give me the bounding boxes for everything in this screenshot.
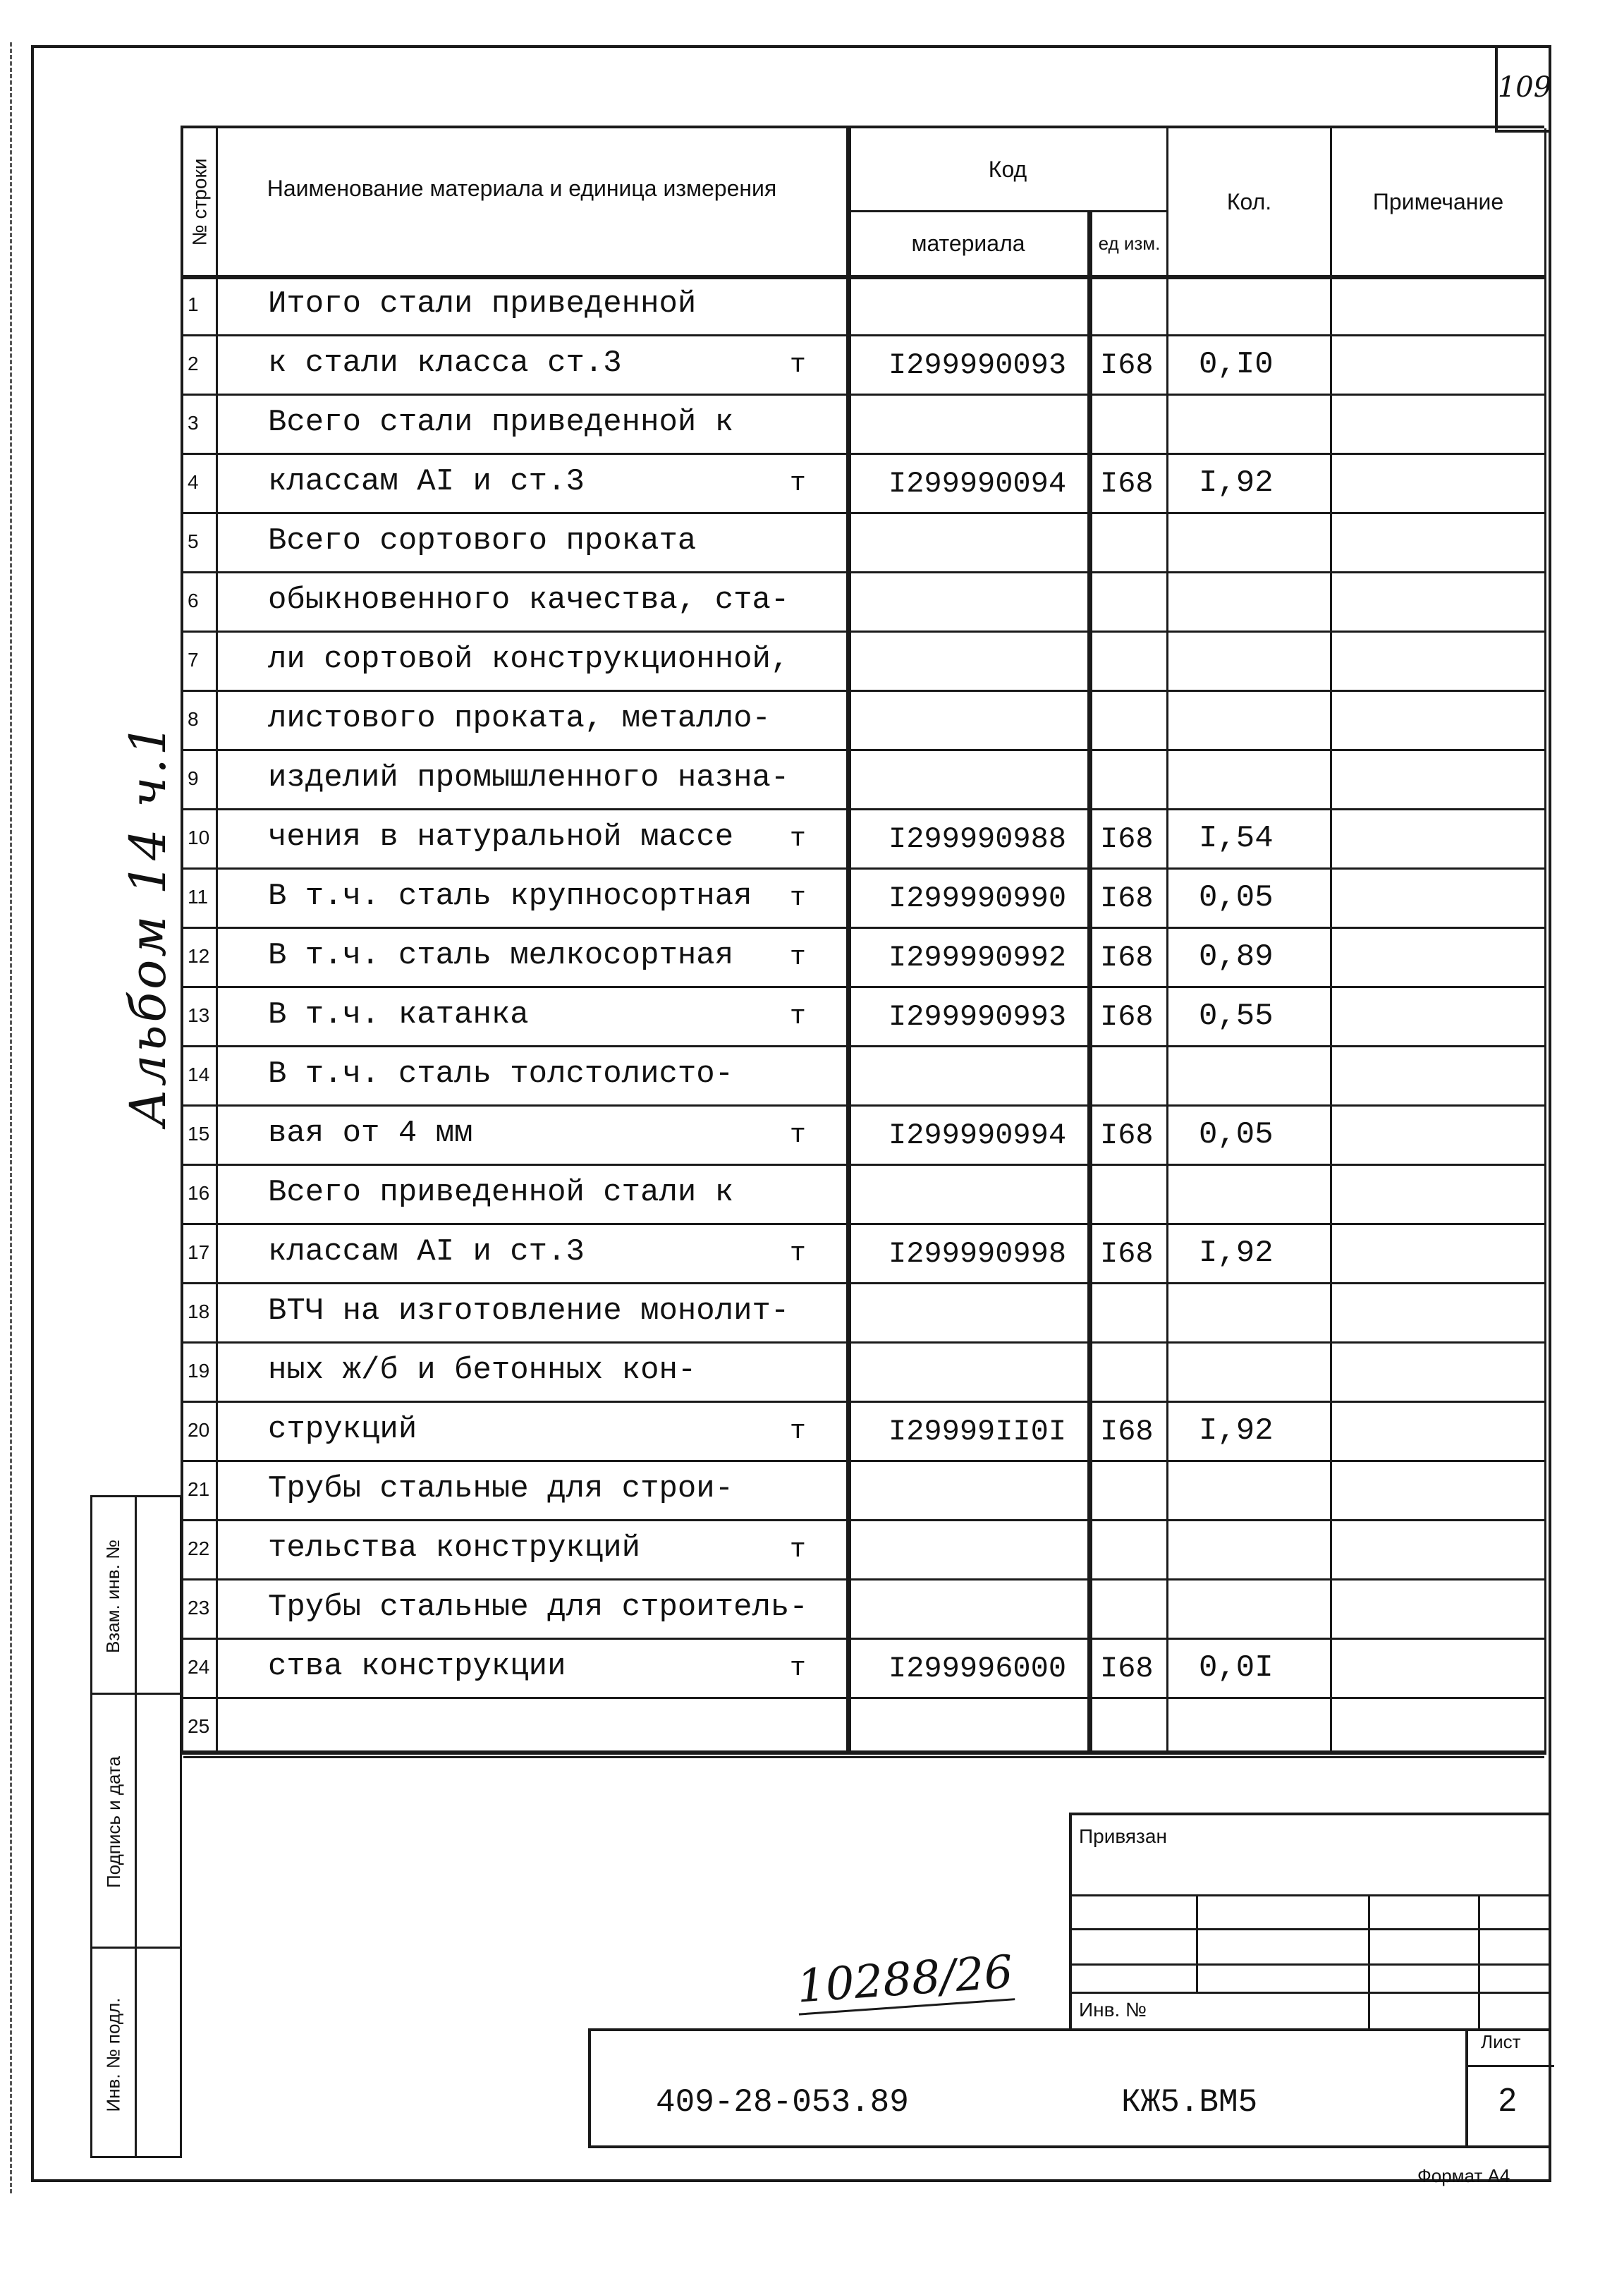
row-number: 6 xyxy=(188,590,199,611)
header-material-code: материала xyxy=(911,231,1025,256)
row-divider xyxy=(183,1638,1544,1640)
row-number: 7 xyxy=(188,649,199,671)
row-number: 24 xyxy=(188,1656,210,1678)
row-divider xyxy=(183,1164,1544,1166)
row-divider xyxy=(183,1460,1544,1462)
row-divider xyxy=(183,512,1544,514)
row-divider xyxy=(183,1578,1544,1581)
col-divider xyxy=(1330,128,1332,1755)
row-number: 5 xyxy=(188,530,199,552)
row-qty: I,92 xyxy=(1199,1236,1274,1271)
row-number: 9 xyxy=(188,767,199,789)
materials-table xyxy=(181,126,1544,1755)
row-name: классам АI и ст.3 xyxy=(268,464,585,499)
row-divider xyxy=(183,394,1544,396)
row-divider xyxy=(183,1756,1544,1758)
handwritten-number: 10288/26 xyxy=(795,1946,1015,2015)
stamp-vzam-inv: Взам. инв. № xyxy=(92,1497,180,1695)
row-number: 25 xyxy=(188,1715,210,1737)
header-unit-code: ед изм. xyxy=(1098,232,1161,254)
row-name: тельства конструкций xyxy=(268,1530,641,1566)
row-divider xyxy=(183,808,1544,810)
col-divider xyxy=(1166,128,1168,1755)
header-code: Код xyxy=(988,157,1027,182)
row-number: 10 xyxy=(188,827,210,848)
row-number: 19 xyxy=(188,1360,210,1382)
row-divider xyxy=(183,334,1544,336)
stamp-column xyxy=(90,1495,182,2158)
row-number: 13 xyxy=(188,1004,210,1026)
row-number: 14 xyxy=(188,1064,210,1085)
row-unit: т xyxy=(790,824,806,854)
page-number: 109 xyxy=(1495,45,1551,133)
row-number: 21 xyxy=(188,1478,210,1500)
col-divider xyxy=(846,128,851,1755)
row-name: В т.ч. сталь толстолисто- xyxy=(268,1056,734,1092)
header-note: Примечание xyxy=(1372,189,1504,214)
row-unit-code: I68 xyxy=(1100,348,1154,382)
row-number: 18 xyxy=(188,1301,210,1322)
row-unit-code: I68 xyxy=(1100,882,1154,915)
inv-no-label: Инв. № xyxy=(1079,1999,1147,2021)
row-number: 11 xyxy=(188,886,209,908)
row-qty: 0,55 xyxy=(1199,999,1274,1034)
row-number: 12 xyxy=(188,945,210,967)
row-unit: т xyxy=(790,1120,806,1150)
row-divider xyxy=(183,690,1544,692)
row-divider xyxy=(183,453,1544,455)
row-material-code: I299990988 xyxy=(889,822,1067,856)
row-number: 15 xyxy=(188,1123,210,1145)
col-divider xyxy=(1087,210,1092,1755)
row-unit: т xyxy=(790,883,806,913)
row-unit: т xyxy=(790,1001,806,1032)
row-material-code: I299990998 xyxy=(889,1237,1067,1271)
row-material-code: I299990993 xyxy=(889,1000,1067,1034)
row-name: обыкновенного качества, ста- xyxy=(268,583,790,618)
row-name: ных ж/б и бетонных кон- xyxy=(268,1353,697,1388)
row-qty: 0,05 xyxy=(1199,880,1274,915)
row-divider xyxy=(183,927,1544,929)
row-divider xyxy=(183,1282,1544,1284)
attached-block xyxy=(1069,1813,1551,2031)
header-bottom xyxy=(183,275,1544,279)
row-name: В т.ч. катанка xyxy=(268,997,529,1033)
row-material-code: I299996000 xyxy=(889,1652,1067,1686)
row-unit-code: I68 xyxy=(1100,467,1154,501)
col-divider xyxy=(216,128,218,1755)
row-unit-code: I68 xyxy=(1100,1237,1154,1271)
row-name: В т.ч. сталь крупносортная xyxy=(268,879,752,914)
row-number: 4 xyxy=(188,471,199,493)
row-name: Всего сортового проката xyxy=(268,523,697,559)
row-qty: I,92 xyxy=(1199,465,1274,501)
row-name: классам АI и ст.3 xyxy=(268,1234,585,1269)
row-qty: 0,89 xyxy=(1199,939,1274,975)
row-name: Итого стали приведенной xyxy=(268,286,697,322)
sheet-label: Лист xyxy=(1481,2031,1521,2052)
row-qty: I,54 xyxy=(1199,821,1274,856)
row-number: 1 xyxy=(188,293,199,315)
row-divider xyxy=(183,1104,1544,1107)
row-unit-code: I68 xyxy=(1100,822,1154,856)
row-name: Трубы стальные для строи- xyxy=(268,1471,734,1506)
row-name: изделий промышленного назна- xyxy=(268,760,790,796)
stamp-signature-date: Подпись и дата xyxy=(92,1695,180,1949)
row-divider xyxy=(183,1401,1544,1403)
cut-line xyxy=(10,42,12,2193)
header-qty: Кол. xyxy=(1226,189,1272,214)
row-name: листового проката, металло- xyxy=(268,701,771,736)
row-number: 8 xyxy=(188,708,199,730)
row-unit-code: I68 xyxy=(1100,941,1154,975)
row-material-code: I299990994 xyxy=(889,1119,1067,1152)
row-qty: 0,0I xyxy=(1199,1650,1274,1686)
row-unit: т xyxy=(790,350,806,380)
row-number: 23 xyxy=(188,1597,210,1619)
row-divider xyxy=(183,1697,1544,1699)
row-divider xyxy=(183,1341,1544,1344)
row-unit-code: I68 xyxy=(1100,1415,1154,1449)
row-name: Трубы стальные для строитель- xyxy=(268,1590,808,1625)
album-label: Альбом 14 ч.1 xyxy=(119,721,177,1127)
format-label: Формат А4 xyxy=(1417,2165,1510,2186)
row-divider xyxy=(183,749,1544,751)
row-qty: 0,I0 xyxy=(1199,347,1274,382)
row-material-code: I29999II0I xyxy=(889,1415,1067,1449)
row-name: ства конструкции xyxy=(268,1649,566,1684)
row-number: 17 xyxy=(188,1241,210,1263)
row-material-code: I299990992 xyxy=(889,941,1067,975)
row-number: 3 xyxy=(188,412,199,434)
doc-code: КЖ5.ВМ5 xyxy=(1121,2084,1258,2121)
row-name: В т.ч. сталь мелкосортная xyxy=(268,938,734,973)
row-name: ВТЧ на изготовление монолит- xyxy=(268,1293,790,1329)
row-number: 20 xyxy=(188,1419,210,1441)
row-unit: т xyxy=(790,1653,806,1683)
row-name: вая от 4 мм xyxy=(268,1116,473,1151)
header-row-no: № строки xyxy=(188,158,211,245)
row-divider xyxy=(183,631,1544,633)
row-unit: т xyxy=(790,1535,806,1565)
row-unit-code: I68 xyxy=(1100,1119,1154,1152)
row-unit: т xyxy=(790,468,806,499)
row-unit-code: I68 xyxy=(1100,1652,1154,1686)
row-name: к стали класса ст.3 xyxy=(268,346,622,381)
attached-label: Привязан xyxy=(1079,1825,1167,1847)
row-number: 22 xyxy=(188,1537,210,1559)
row-unit: т xyxy=(790,1238,806,1269)
row-number: 2 xyxy=(188,353,199,374)
row-material-code: I299990990 xyxy=(889,882,1067,915)
row-unit: т xyxy=(790,1416,806,1447)
row-divider xyxy=(183,986,1544,988)
col-divider xyxy=(1544,128,1546,1755)
row-unit-code: I68 xyxy=(1100,1000,1154,1034)
row-qty: I,92 xyxy=(1199,1413,1274,1449)
row-name: ли сортовой конструкционной, xyxy=(268,642,790,677)
table-bottom xyxy=(183,1750,1544,1755)
row-divider xyxy=(183,1223,1544,1225)
row-unit: т xyxy=(790,942,806,973)
header-name: Наименование материала и единица измерения xyxy=(267,176,777,201)
row-qty: 0,05 xyxy=(1199,1117,1274,1152)
row-name: Всего приведенной стали к xyxy=(268,1175,734,1210)
row-material-code: I299990094 xyxy=(889,467,1067,501)
row-name: чения в натуральной массе xyxy=(268,820,734,855)
sheet-value: 2 xyxy=(1498,2081,1517,2118)
stamp-inv-no-orig: Инв. № подл. xyxy=(102,1997,124,2112)
row-name: струкций xyxy=(268,1412,417,1447)
row-divider xyxy=(183,1519,1544,1521)
row-name: Всего стали приведенной к xyxy=(268,405,734,440)
row-divider xyxy=(183,1045,1544,1047)
row-material-code: I299990093 xyxy=(889,348,1067,382)
doc-number: 409-28-053.89 xyxy=(656,2084,909,2121)
row-divider xyxy=(183,571,1544,573)
row-divider xyxy=(183,867,1544,870)
row-number: 16 xyxy=(188,1182,210,1204)
